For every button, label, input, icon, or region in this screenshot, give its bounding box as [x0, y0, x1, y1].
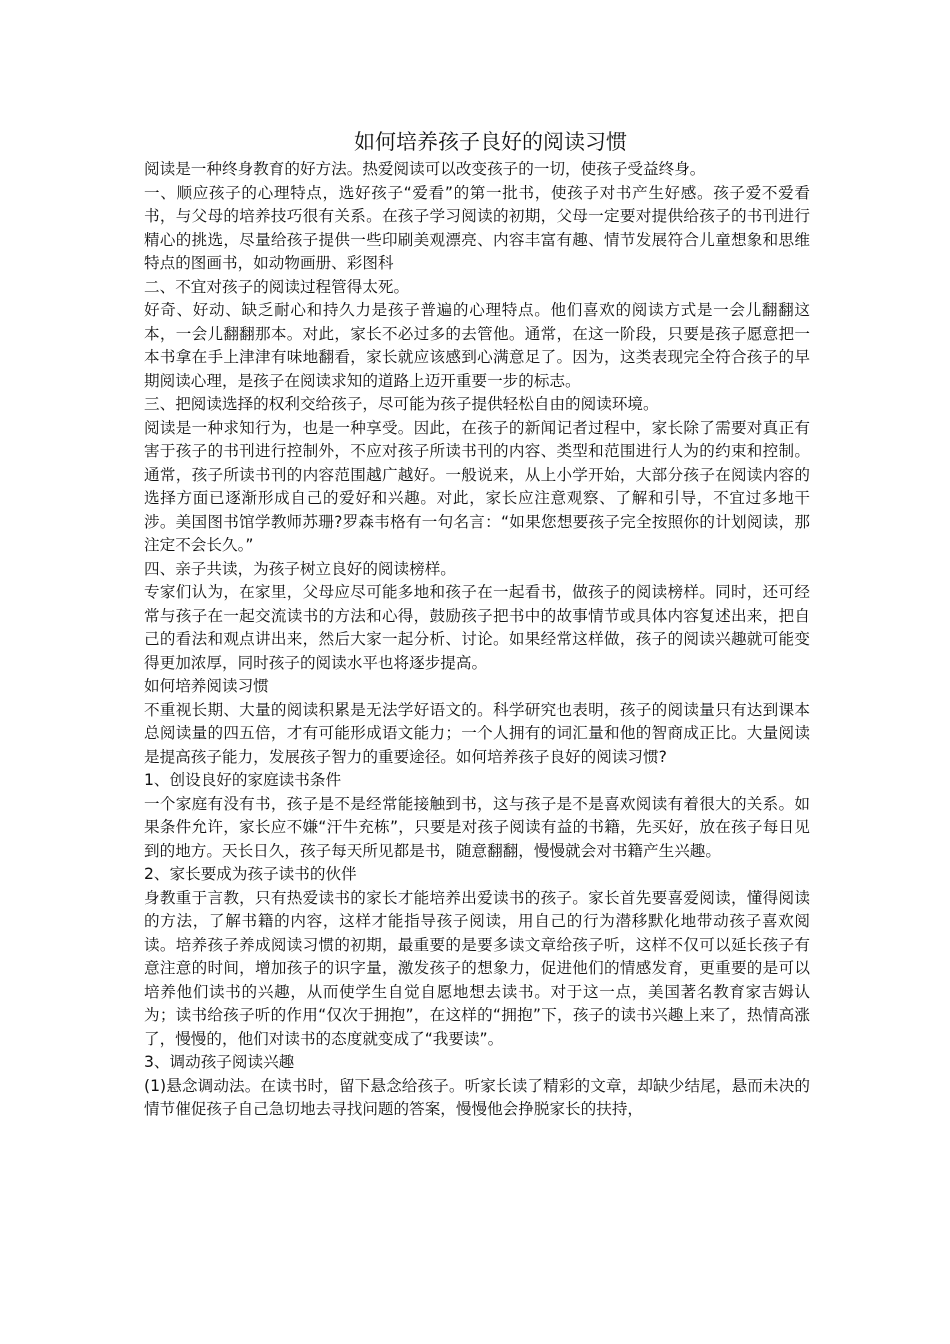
paragraph: 一个家庭有没有书，孩子是不是经常能接触到书，这与孩子是不是喜欢阅读有着很大的关系。如果条件允许，家长应不嫌“汗牛充栋”，只要是对孩子阅读有益的书籍，先买好，放在孩子每日见到的地方。天长日久，孩子每天所见都是书，随意翻翻，慢慢就会对书籍产生兴趣。	[144, 794, 810, 860]
paragraph: 不重视长期、大量的阅读积累是无法学好语文的。科学研究也表明，孩子的阅读量只有达到课本总阅读量的四五倍，才有可能形成语文能力；一个人拥有的词汇量和他的智商成正比。大量阅读是提高孩子能力，发展孩子智力的重要途径。如何培养孩子良好的阅读习惯?	[144, 700, 810, 766]
paragraph: 身教重于言教，只有热爱读书的家长才能培养出爱读书的孩子。家长首先要喜爱阅读，懂得阅读的方法，了解书籍的内容，这样才能指导孩子阅读，用自己的行为潜移默化地带动孩子喜欢阅读。培养孩子养成阅读习惯的初期，最重要的是要多读文章给孩子听，这样不仅可以延长孩子有意注意的时间，增加孩子的识字量，激发孩子的想象力，促进他们的情感发育，更重要的是可以培养他们读书的兴趣，从而使学生自觉自愿地想去读书。对于这一点，美国著名教育家吉姆认为；读书给孩子听的作用“仅次于拥抱”，在这样的“拥抱”下，孩子的读书兴趣上来了，热情高涨了，慢慢的，他们对读书的态度就变成了“我要读”。	[144, 888, 810, 1048]
section-heading: 如何培养阅读习惯	[144, 677, 269, 695]
section-heading: 1、创设良好的家庭读书条件	[144, 771, 342, 789]
section-heading: 二、不宜对孩子的阅读过程管得太死。	[144, 277, 410, 296]
section-heading: 2、家长要成为孩子读书的伙伴	[144, 865, 357, 883]
paragraph: 专家们认为，在家里，父母应尽可能多地和孩子在一起看书，做孩子的阅读榜样。同时，还可经常与孩子在一起交流读书的方法和心得，鼓励孩子把书中的故事情节或具体内容复述出来，把自己的看法和观点讲出来，然后大家一起分析、讨论。如果经常这样做，孩子的阅读兴趣就可能变得更加浓厚，同时孩子的阅读水平也将逐步提高。	[144, 583, 810, 672]
paragraph: 一、顺应孩子的心理特点，选好孩子“爱看”的第一批书，使孩子对书产生好感。孩子爱不爱看书，与父母的培养技巧很有关系。在孩子学习阅读的初期，父母一定要对提供给孩子的书刊进行精心的挑选，尽量给孩子提供一些印刷美观漂亮、内容丰富有趣、情节发展符合儿童想象和思维特点的图画书，如动物画册、彩图科	[144, 183, 810, 272]
paragraph: 阅读是一种终身教育的好方法。热爱阅读可以改变孩子的一切，使孩子受益终身。	[144, 160, 706, 178]
document-title: 如何培养孩子良好的阅读习惯	[354, 130, 627, 154]
document-page	[144, 126, 810, 1122]
document-body	[144, 158, 810, 1122]
paragraph: 好奇、好动、缺乏耐心和持久力是孩子普遍的心理特点。他们喜欢的阅读方式是一会儿翻翻这本，一会儿翻翻那本。对此，家长不必过多的去管他。通常，在这一阶段，只要是孩子愿意把一本书拿在手上津津有味地翻看，家长就应该感到心满意足了。因为，这类表现完全符合孩子的早期阅读心理，是孩子在阅读求知的道路上迈开重要一步的标志。	[144, 301, 810, 390]
section-heading: 3、调动孩子阅读兴趣	[144, 1053, 295, 1071]
section-heading: 四、亲子共读，为孩子树立良好的阅读榜样。	[144, 559, 456, 578]
section-heading: 三、把阅读选择的权利交给孩子，尽可能为孩子提供轻松自由的阅读环境。	[144, 395, 659, 413]
paragraph: 阅读是一种求知行为，也是一种享受。因此，在孩子的新闻记者过程中，家长除了需要对真正有害于孩子的书刊进行控制外，不应对孩子所读书刊的内容、类型和范围进行人为的约束和控制。通常，孩子所读书刊的内容范围越广越好。一般说来，从上小学开始，大部分孩子在阅读内容的选择方面已逐渐形成自己的爱好和兴趣。对此，家长应注意观察、了解和引导，不宜过多地干涉。美国图书馆学教师苏珊?罗森韦格有一句名言：“如果您想要孩子完全按照你的计划阅读，那注定不会长久。”	[144, 418, 810, 554]
paragraph: (1)悬念调动法。在读书时，留下悬念给孩子。听家长读了精彩的文章，却缺少结尾，悬而未决的情节催促孩子自己急切地去寻找问题的答案，慢慢他会挣脱家长的扶持，	[144, 1076, 810, 1118]
